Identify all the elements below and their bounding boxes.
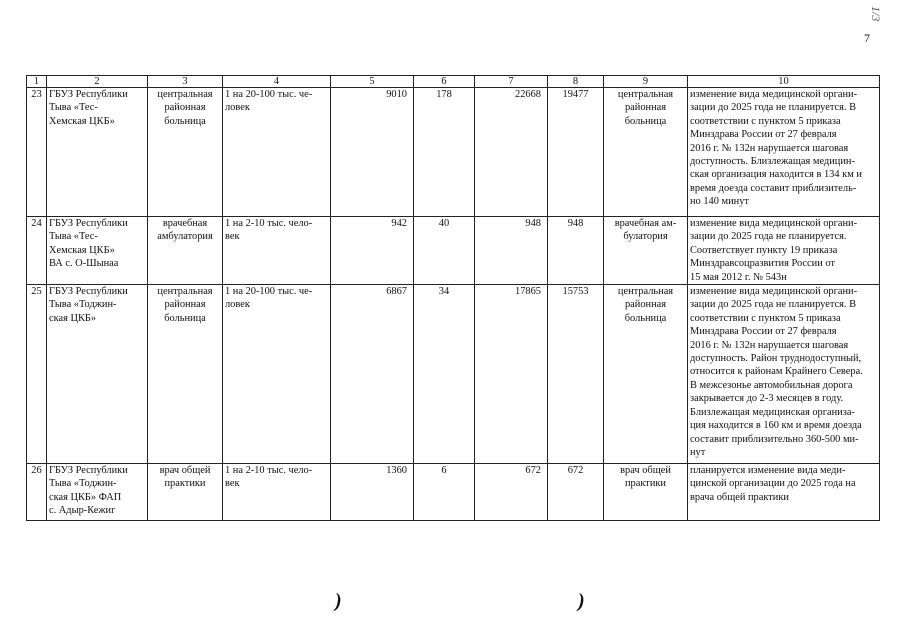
organization-type: центральная районная больница: [148, 285, 223, 464]
column-6-value: 40: [414, 217, 475, 285]
table-row: [27, 217, 880, 285]
organization-type: врач общей практики: [148, 464, 223, 521]
organization-name: ГБУЗ Республики Тыва «Тоджин- ская ЦКБ» ФАП с. Адыр-Кежиг: [47, 464, 148, 521]
population-ratio: 1 на 20-100 тыс. че- ловек: [223, 88, 331, 217]
column-header: 9: [604, 76, 688, 88]
column-8-value: 948: [548, 217, 604, 285]
row-number: 26: [27, 464, 47, 521]
organization-type: центральная районная больница: [148, 88, 223, 217]
justification-text: планируется изменение вида меди- цинской организации до 2025 года на врача общей практики: [688, 464, 880, 521]
column-header: 10: [688, 76, 880, 88]
column-5-value: 1360: [331, 464, 414, 521]
column-header: 4: [223, 76, 331, 88]
table-row: [27, 285, 880, 464]
row-number: 25: [27, 285, 47, 464]
organization-name: ГБУЗ Республики Тыва «Тес- Хемская ЦКБ»: [47, 88, 148, 217]
column-header: 8: [548, 76, 604, 88]
column-8-value: 15753: [548, 285, 604, 464]
table-header-row: [27, 76, 880, 88]
organization-name: ГБУЗ Республики Тыва «Тес- Хемская ЦКБ» ВА с. О-Шынаа: [47, 217, 148, 285]
handwritten-page-mark: 1/3: [869, 6, 883, 22]
row-number: 23: [27, 88, 47, 217]
column-header: 2: [47, 76, 148, 88]
justification-text: изменение вида медицинской органи- зации до 2025 года не планируется. В соответствии с пунктом 5 приказа Минздрава России от 27 февраля 2016 г. № 132н нарушается шаговая доступность. Близлежащая медицин- ская организация находится в 134 км и время доезда составит приблизитель- но 140 минут: [688, 88, 880, 217]
medical-organizations-table: [26, 75, 880, 521]
planned-type: центральная районная больница: [604, 285, 688, 464]
table-row: [27, 464, 880, 521]
column-5-value: 9010: [331, 88, 414, 217]
column-header: 3: [148, 76, 223, 88]
column-header: 7: [475, 76, 548, 88]
column-8-value: 19477: [548, 88, 604, 217]
justification-text: изменение вида медицинской органи- зации до 2025 года не планируется. В соответствии с пунктом 5 приказа Минздрава России от 27 февраля 2016 г. № 132н нарушается шаговая доступность. Район труднодоступный, относится к районам Крайнего Севера. В межсезонье автомобильная дорога закрывается до 2-3 месяцев в году. Близлежащая медицинская организа- ция находится в 160 км и время доезда составит приблизительно 360-500 ми- нут: [688, 285, 880, 464]
page-number: 7: [864, 31, 870, 45]
column-5-value: 6867: [331, 285, 414, 464]
pen-mark: ): [578, 590, 585, 612]
column-7-value: 672: [475, 464, 548, 521]
population-ratio: 1 на 2-10 тыс. чело- век: [223, 464, 331, 521]
planned-type: центральная районная больница: [604, 88, 688, 217]
column-8-value: 672: [548, 464, 604, 521]
pen-mark: ): [335, 590, 342, 612]
organization-type: врачебная амбулатория: [148, 217, 223, 285]
column-5-value: 942: [331, 217, 414, 285]
organization-name: ГБУЗ Республики Тыва «Тоджин- ская ЦКБ»: [47, 285, 148, 464]
column-header: 6: [414, 76, 475, 88]
column-6-value: 6: [414, 464, 475, 521]
column-6-value: 178: [414, 88, 475, 217]
column-7-value: 17865: [475, 285, 548, 464]
justification-text: изменение вида медицинской органи- зации до 2025 года не планируется. Соответствует пункту 19 приказа Минздравсоцразвития России от 15 мая 2012 г. № 543н: [688, 217, 880, 285]
planned-type: врачебная ам- булатория: [604, 217, 688, 285]
planned-type: врач общей практики: [604, 464, 688, 521]
column-6-value: 34: [414, 285, 475, 464]
column-7-value: 948: [475, 217, 548, 285]
column-7-value: 22668: [475, 88, 548, 217]
population-ratio: 1 на 2-10 тыс. чело- век: [223, 217, 331, 285]
column-header: 5: [331, 76, 414, 88]
population-ratio: 1 на 20-100 тыс. че- ловек: [223, 285, 331, 464]
row-number: 24: [27, 217, 47, 285]
column-header: 1: [27, 76, 47, 88]
table-row: [27, 88, 880, 217]
